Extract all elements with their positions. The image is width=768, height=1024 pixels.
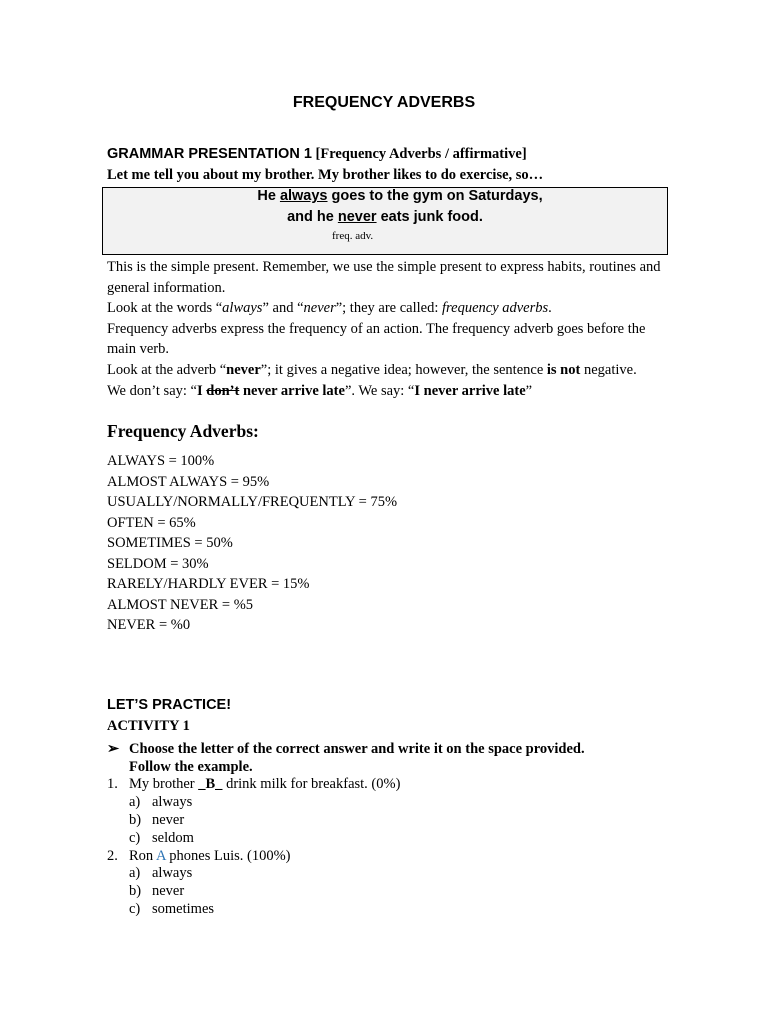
grammar-intro: Let me tell you about my brother. My brother likes to do exercise, so… xyxy=(107,167,544,183)
question-text: My brother _B_ drink milk for breakfast. (0%) xyxy=(129,776,401,792)
frequency-item: RARELY/HARDLY EVER = 15% xyxy=(107,576,310,592)
option-text: never xyxy=(152,812,185,828)
explanation-p5: We don’t say: “I don’t never arrive late”. We say: “I never arrive late” xyxy=(107,382,533,399)
strikethrough-word: don’t xyxy=(206,382,240,399)
answer-blank[interactable]: _B_ xyxy=(198,776,223,792)
frequency-item: ALMOST NEVER = %5 xyxy=(107,596,254,613)
grammar-heading xyxy=(107,146,527,163)
instruction-line-1: Choose the letter of the correct answer and write it on the space provided. xyxy=(129,741,585,757)
frequency-item: ALWAYS = 100% xyxy=(107,453,215,469)
explanation-p1: This is the simple present. Remember, we use the simple present to express habits, routines and general information. xyxy=(107,259,661,296)
frequency-item: OFTEN = 65% xyxy=(107,514,196,531)
activity-heading: ACTIVITY 1 xyxy=(107,718,190,734)
example-text: and he xyxy=(287,209,338,225)
example-box xyxy=(102,187,668,255)
option-text: never xyxy=(152,883,185,899)
option-text: sometimes xyxy=(152,901,215,917)
explanation xyxy=(107,257,667,401)
grammar-heading-subtitle: [Frequency Adverbs / affirmative] xyxy=(315,146,527,162)
explanation-p4: Look at the adverb “never”; it gives a negative idea; however, the sentence is not negative. xyxy=(107,361,637,378)
option-text: always xyxy=(152,865,193,881)
question-number: 1. xyxy=(107,776,118,792)
example-line-1 xyxy=(103,188,667,204)
frequency-list xyxy=(107,451,397,636)
example-adverb-never: never xyxy=(337,209,377,225)
frequency-item: SOMETIMES = 50% xyxy=(107,535,233,551)
question-number: 2. xyxy=(107,848,118,864)
example-text: He xyxy=(257,188,280,204)
frequency-heading: Frequency Adverbs: xyxy=(107,421,259,441)
page-title: FREQUENCY ADVERBS xyxy=(292,94,476,111)
option-text: seldom xyxy=(152,830,194,846)
frequency-item: ALMOST ALWAYS = 95% xyxy=(107,473,270,490)
option-letter: a) xyxy=(129,865,141,881)
example-text: goes to the gym on Saturdays, xyxy=(327,188,543,204)
frequency-item: USUALLY/NORMALLY/FREQUENTLY = 75% xyxy=(107,494,398,510)
example-adverb-always: always xyxy=(279,188,328,204)
option-letter: b) xyxy=(129,883,142,899)
example-text: eats junk food. xyxy=(376,209,483,225)
arrow-bullet-icon: ➢ xyxy=(107,741,120,757)
explanation-p3: Frequency adverbs express the frequency of an action. The frequency adverb goes before the main verb. xyxy=(107,320,646,358)
option-text: always xyxy=(152,794,193,810)
example-line-2 xyxy=(103,209,667,225)
answer-blank[interactable]: A xyxy=(156,848,166,864)
instruction-line-2: Follow the example. xyxy=(129,759,253,775)
frequency-item: NEVER = %0 xyxy=(107,617,191,633)
option-letter: b) xyxy=(129,812,142,828)
frequency-item: SELDOM = 30% xyxy=(107,555,209,572)
question-text: Ron A phones Luis. (100%) xyxy=(129,848,291,864)
explanation-p2: Look at the words “always” and “never”; they are called: frequency adverbs. xyxy=(107,300,552,317)
option-letter: c) xyxy=(129,830,141,846)
grammar-heading-title: GRAMMAR PRESENTATION 1 xyxy=(107,146,312,162)
option-letter: a) xyxy=(129,794,141,810)
freq-adv-note: freq. adv. xyxy=(332,230,374,242)
option-letter: c) xyxy=(129,901,141,917)
practice-heading: LET’S PRACTICE! xyxy=(107,697,232,713)
